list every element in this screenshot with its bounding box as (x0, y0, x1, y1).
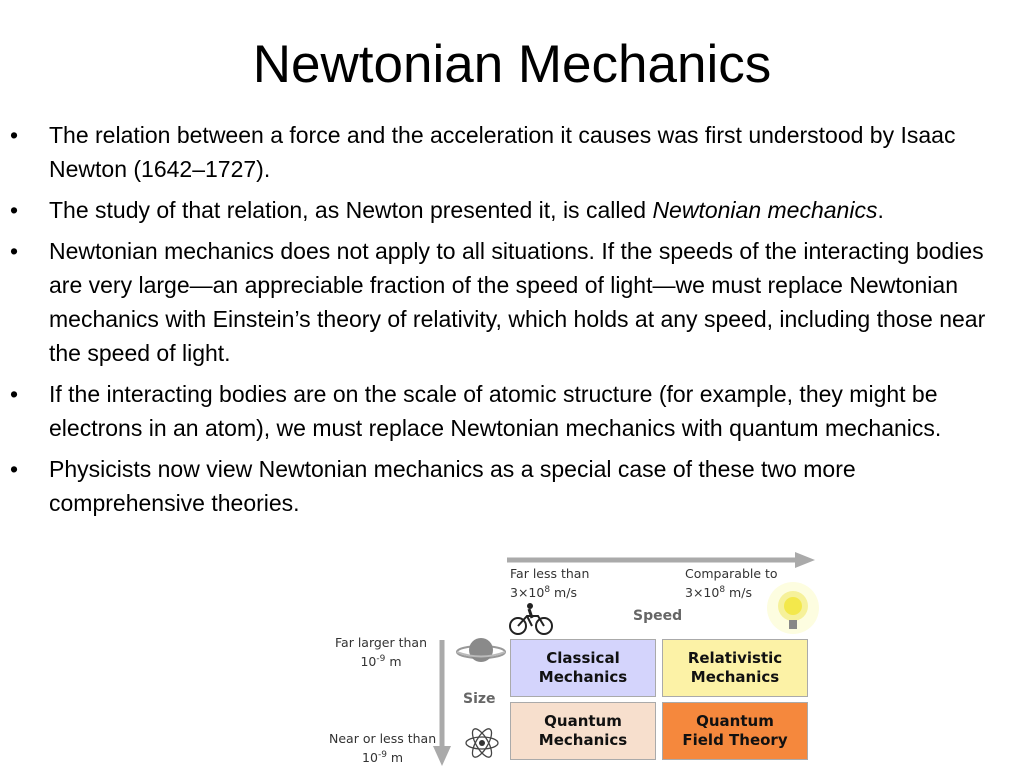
bullet-text: The study of that relation, as Newton presented it, is called (49, 197, 653, 223)
light-bulb-icon (765, 582, 821, 638)
atom-icon (463, 726, 501, 760)
mechanics-regime-diagram (325, 550, 825, 768)
bullet-dot: • (10, 238, 19, 264)
bullet-text: The relation between a force and the acceleration it causes was first understood by Isaac Newton (1642–1727). (49, 122, 956, 182)
speed-axis-label: Speed (633, 608, 683, 624)
bullet-item (0, 118, 1000, 186)
bullet-item (0, 234, 1000, 370)
size-axis-label: Size (463, 691, 496, 707)
bullet-text: If the interacting bodies are on the scale of atomic structure (for example, they might be electrons in an atom), we must replace Newtonian mechanics with quantum mechanics. (49, 381, 942, 441)
bullet-dot: • (10, 122, 19, 148)
planet-icon (455, 635, 507, 669)
relativistic-mechanics-cell: Relativistic Mechanics (662, 639, 808, 697)
bullet-item (0, 193, 1000, 227)
bullet-dot: • (10, 456, 19, 482)
bicycle-icon (508, 602, 554, 636)
classical-mechanics-cell: Classical Mechanics (510, 639, 656, 697)
bullet-item (0, 377, 1000, 445)
quantum-mechanics-cell: Quantum Mechanics (510, 702, 656, 760)
slide-title: Newtonian Mechanics (252, 35, 772, 94)
bullet-dot: • (10, 381, 19, 407)
bullet-item (0, 452, 1000, 520)
size-small-label: Near or less than $10^{-9}$ m (329, 731, 437, 766)
bullet-text: Physicists now view Newtonian mechanics as a special case of these two more comprehensive theories. (49, 456, 856, 516)
speed-high-label: Comparable to $3\times 10^8$ m/s (685, 566, 778, 601)
speed-low-label: Far less than $3\times 10^8$ m/s (510, 566, 590, 601)
size-large-label: Far larger than $10^{-9}$ m (335, 635, 428, 670)
bullet-text-end: . (877, 197, 884, 223)
quantum-field-theory-cell: Quantum Field Theory (662, 702, 808, 760)
bullet-dot: • (10, 197, 19, 223)
bullet-text: Newtonian mechanics does not apply to all situations. If the speeds of the interacting bodies are very large—an appreciable fraction of the speed of light—we must replace Newtonian mechanics with Einstein’s theory of relativity, which holds at any speed, including those near the speed of light. (49, 238, 986, 366)
bullet-italic-term: Newtonian mechanics (652, 197, 878, 223)
bullet-list (0, 118, 1000, 527)
